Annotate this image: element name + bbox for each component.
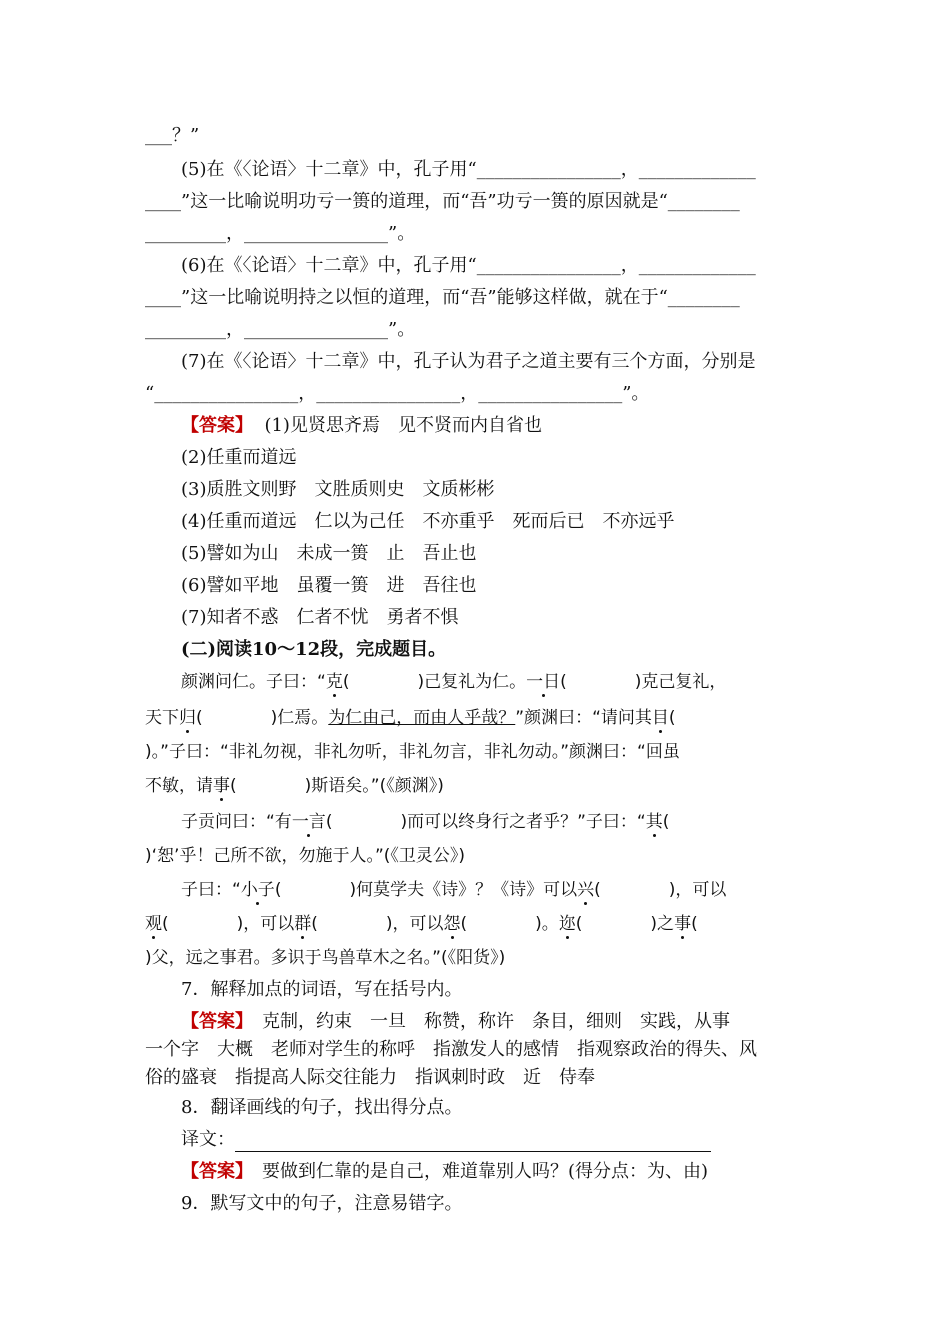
text: ( — [668, 708, 676, 728]
passage-line — [145, 706, 807, 730]
translation-line — [181, 1128, 807, 1152]
dotted-word: 克 — [325, 672, 343, 692]
dotted-word: 群 — [294, 914, 312, 934]
passage-line — [181, 670, 807, 694]
answer-block — [181, 1010, 807, 1034]
answer-label: 【答案】 — [181, 415, 253, 436]
text: ( )而可以终身行之者乎？”子曰：“ — [325, 812, 646, 832]
dotted-word: 归 — [179, 708, 196, 728]
passage-line — [145, 912, 807, 936]
passage-line: )。”子曰：“非礼勿视，非礼勿听，非礼勿言，非礼勿动。”颜渊曰：“回虽 — [145, 742, 680, 762]
passage-line: )父，远之事君。多识于鸟兽草木之名。”(《阳货》) — [145, 948, 506, 968]
text: ( )，可以 — [311, 914, 444, 934]
answer-text: (1)见贤思齐焉 见不贤而内自省也 — [264, 415, 542, 436]
text: ”颜渊曰：“请问其 — [515, 708, 652, 728]
text-line: _________，________________”。 — [145, 223, 416, 244]
text: ( )克己复礼， — [560, 672, 727, 692]
answer-line: (3)质胜文则野 文胜质则史 文质彬彬 — [181, 479, 495, 500]
passage-line — [145, 774, 807, 798]
answer-line: (5)譬如为山 未成一篑 止 吾止也 — [181, 543, 477, 564]
dotted-word: 小子 — [240, 880, 275, 900]
section-heading: (二)阅读10～12段，完成题目。 — [181, 639, 447, 660]
question-7: (7)在《〈论语〉十二章》中，孔子认为君子之道主要有三个方面，分别是 — [181, 351, 756, 372]
text-line: ____”这一比喻说明功亏一篑的道理，而“吾”功亏一篑的原因就是“________ — [145, 191, 740, 212]
text: ( — [691, 914, 698, 934]
answer-line: 俗的盛衰 指提高人际交往能力 指讽刺时政 近 侍奉 — [145, 1067, 595, 1088]
text: ( )仁焉。 — [196, 708, 329, 728]
answer-text: 要做到仁靠的是自己，难道靠别人吗？(得分点：为、由) — [244, 1161, 709, 1182]
answer-line: (2)任重而道远 — [181, 447, 297, 468]
dotted-word: 兴 — [577, 880, 595, 900]
translation-blank[interactable] — [235, 1133, 711, 1152]
text: 不敏，请 — [145, 776, 213, 796]
answer-line: 一个字 大概 老师对学生的称呼 指激发人的感情 指观察政治的得失、风 — [145, 1039, 757, 1060]
passage-line — [181, 810, 807, 834]
text-line: _________，________________”。 — [145, 319, 416, 340]
text: 子曰：“ — [181, 880, 241, 900]
question-9-prompt: 9．默写文中的句子，注意易错字。 — [181, 1193, 463, 1214]
answer-line: (6)譬如平地 虽覆一篑 进 吾往也 — [181, 575, 477, 596]
passage-line — [181, 878, 807, 902]
text: ( )，可以 — [594, 880, 727, 900]
answer-block — [181, 414, 807, 438]
dotted-word: 怨 — [443, 914, 461, 934]
question-8-prompt: 8．翻译画线的句子，找出得分点。 — [181, 1097, 463, 1118]
text-line: “________________，________________，________________”。 — [145, 383, 650, 404]
text: ( )。 — [460, 914, 559, 934]
answer-label: 【答案】 — [181, 1011, 244, 1032]
dotted-word: 事 — [674, 914, 692, 934]
text: ( )之 — [575, 914, 675, 934]
dotted-word: 一日 — [526, 672, 561, 692]
text: 颜渊问仁。子曰：“ — [181, 672, 326, 692]
question-7-prompt: 7．解释加点的词语，写在括号内。 — [181, 979, 463, 1000]
question-5: (5)在《〈论语〉十二章》中，孔子用“________________，_____________ — [181, 159, 756, 180]
dotted-word: 一言 — [291, 812, 326, 832]
dotted-word: 迩 — [558, 914, 576, 934]
translation-label: 译文： — [181, 1129, 235, 1150]
text: ( — [662, 812, 670, 832]
dotted-word: 目 — [651, 708, 669, 728]
answer-text: 克制，约束 一旦 称赞，称许 条目，细则 实践，从事 — [244, 1011, 730, 1032]
answer-line: (7)知者不惑 仁者不忧 勇者不惧 — [181, 607, 459, 628]
text: ( )何莫学夫《诗》？《诗》可以 — [274, 880, 578, 900]
text: 天下 — [145, 708, 179, 728]
dotted-word: 其 — [645, 812, 663, 832]
text: ( )己复礼为仁。 — [342, 672, 527, 692]
text-line: ____”这一比喻说明持之以恒的道理，而“吾”能够这样做，就在于“________ — [145, 287, 740, 308]
question-6: (6)在《〈论语〉十二章》中，孔子用“________________，_____________ — [181, 255, 756, 276]
underlined-sentence: 为仁由己，而由人乎哉？ — [328, 708, 516, 728]
answer-label: 【答案】 — [181, 1161, 244, 1182]
dotted-word: 观 — [145, 914, 162, 934]
dotted-word: 事 — [213, 776, 230, 796]
text: ( )，可以 — [162, 914, 295, 934]
answer-line: (4)任重而道远 仁以为己任 不亦重乎 死而后已 不亦远乎 — [181, 511, 675, 532]
text: 子贡问曰：“有 — [181, 812, 292, 832]
answer-block — [181, 1160, 807, 1184]
passage-line: )‘恕’乎！己所不欲，勿施于人。”(《卫灵公》) — [145, 846, 466, 866]
text-line: ___？” — [145, 125, 200, 146]
text: ( )斯语矣。”(《颜渊》) — [230, 776, 444, 796]
